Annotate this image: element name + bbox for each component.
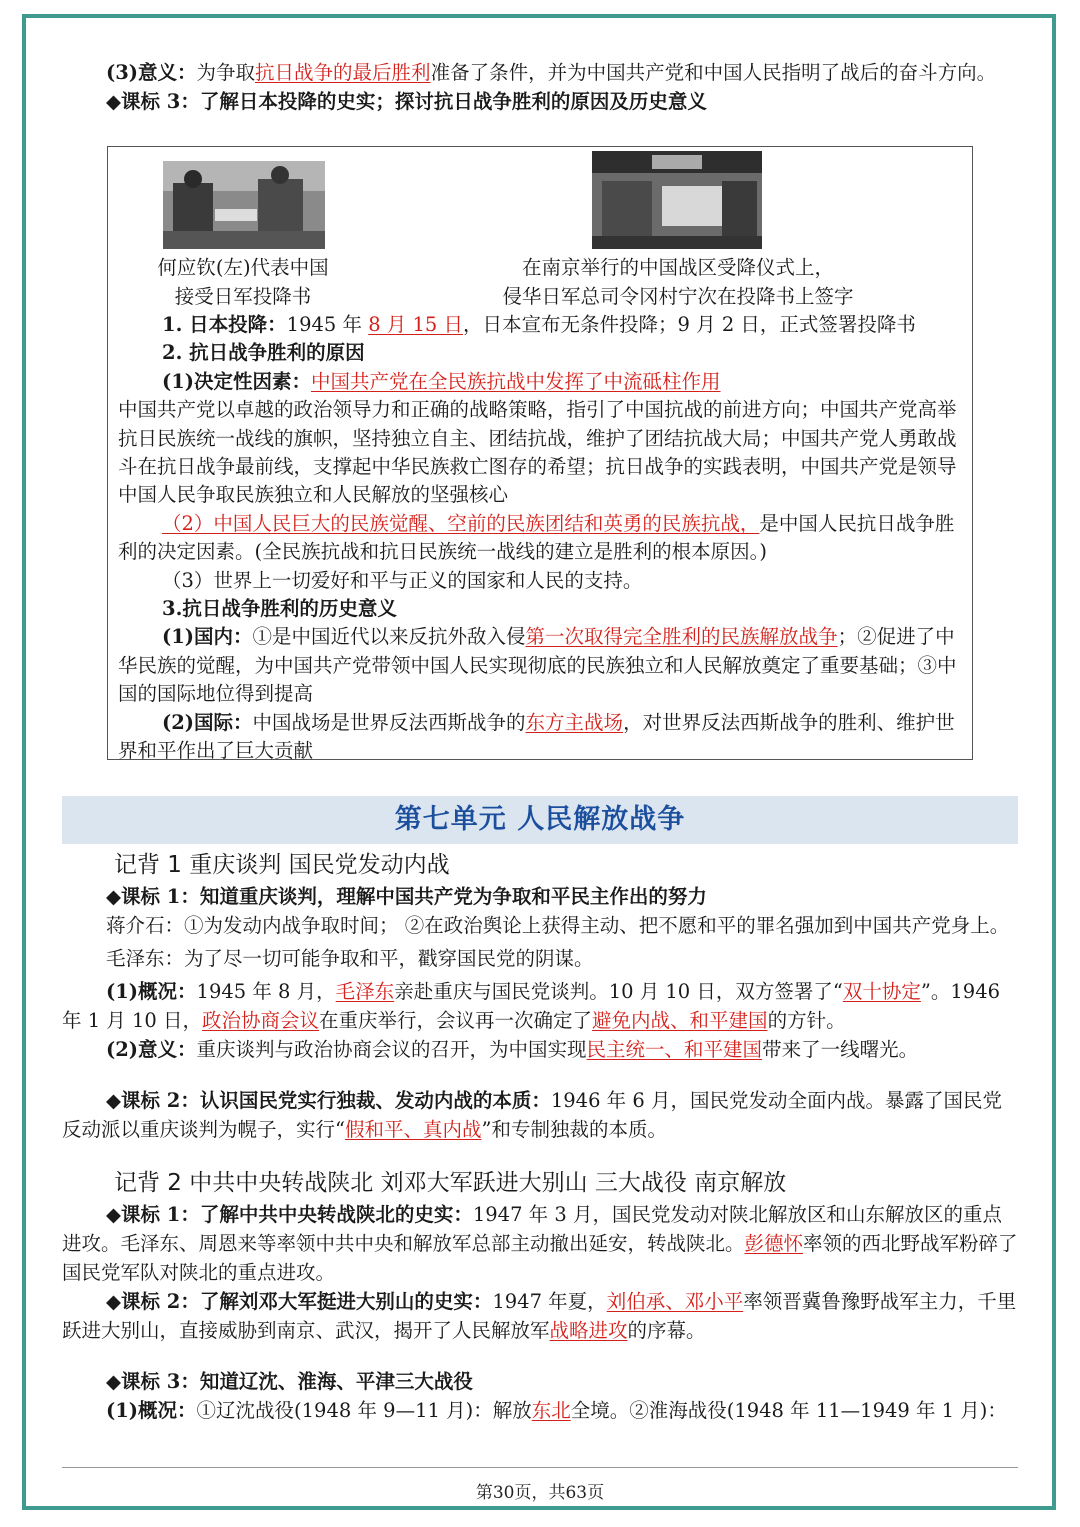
victory-reasons-title: 2. 抗日战争胜利的原因 — [162, 341, 365, 365]
reason-1: (1)决定性因素：中国共产党在全民族抗战中发挥了中流砥柱作用 — [162, 369, 721, 393]
page-number: 第30页，共63页 — [475, 1483, 605, 1503]
unit-title: 第七单元 人民解放战争 — [62, 796, 1018, 844]
footer-divider — [62, 1467, 1018, 1468]
chongqing-overview: (1)概况：1945 年 8 月，毛泽东亲赴重庆与国民党谈判。10 月 10 日，双方签署了“双十协定”。1946 年 1 月 10 日，政治协商会议在重庆举行，会议再一次确定了避免内战、和平建国的方针。 — [62, 980, 1001, 1032]
caption-left: 何应钦(左)代表中国 接受日军投降书 — [157, 256, 329, 308]
three-campaigns-overview: (1)概况：①辽沈战役(1948 年 9—11 月)：解放东北全境。②淮海战役(1948 年 11—1949 年 1 月)： — [106, 1399, 1007, 1422]
mao-paragraph: 毛泽东：为了尽一切可能争取和平，戳穿国民党的阴谋。 — [106, 947, 594, 970]
meaning-paragraph: (3)意义：为争取抗日战争的最后胜利准备了条件，并为中国共产党和中国人民指明了战后的奋斗方向。 — [106, 61, 997, 84]
significance-international: (2)国际：中国战场是世界反法西斯战争的东方主战场，对世界反法西斯战争的胜利、维护世界和平作出了巨大贡献 — [118, 710, 955, 763]
memo-1-kebiao-1: ◆课标 1：知道重庆谈判，理解中国共产党为争取和平民主作出的努力 — [106, 885, 707, 908]
memo-section — [62, 848, 1020, 1425]
memo-2-title: 记背 2 中共中央转战陕北 刘邓大军跃进大别山 三大战役 南京解放 — [114, 1170, 787, 1196]
kebiao-3-heading: ◆课标 3：了解日本投降的史实；探讨抗日战争胜利的原因及历史意义 — [106, 90, 707, 113]
chongqing-significance: (2)意义：重庆谈判与政治协商会议的召开，为中国实现民主统一、和平建国带来了一线曙光。 — [106, 1038, 919, 1061]
top-section — [62, 58, 1020, 116]
surrender-photo-left — [163, 161, 325, 249]
significance-domestic: (1)国内：①是中国近代以来反抗外敌入侵第一次取得完全胜利的民族解放战争；②促进了中华民族的觉醒，为中国共产党带领中国人民实现彻底的民族独立和人民解放奠定了重要基础；③中国的国际地位得到提高 — [118, 625, 957, 706]
japan-surrender: 1. 日本投降：1945 年 8 月 15 日，日本宣布无条件投降；9 月 2 日，正式签署投降书 — [162, 313, 916, 336]
caption-right: 在南京举行的中国战区受降仪式上， 侵华日军总司令冈村宁次在投降书上签字 — [502, 256, 854, 308]
memo-1-title: 记背 1 重庆谈判 国民党发动内战 — [114, 852, 450, 878]
memo-2-kebiao-3: ◆课标 3：知道辽沈、淮海、平津三大战役 — [106, 1370, 473, 1393]
surrender-box — [107, 146, 973, 763]
box-text — [118, 311, 964, 766]
reason-3: （3）世界上一切爱好和平与正义的国家和人民的支持。 — [162, 568, 643, 592]
surrender-photo-right — [592, 151, 762, 249]
jiang-paragraph: 蒋介石：①为发动内战争取时间； ②在政治舆论上获得主动、把不愿和平的罪名强加到中国共产党身上。 — [106, 914, 1010, 937]
memo-1-kebiao-2: ◆课标 2：认识国民党实行独裁、发动内战的本质：1946 年 6 月，国民党发动全面内战。暴露了国民党反动派以重庆谈判为幌子，实行“假和平、真内战”和专制独裁的本质。 — [62, 1089, 1002, 1141]
memo-2-kebiao-1: ◆课标 1：了解中共中央转战陕北的史实：1947 年 3 月，国民党发动对陕北解放区和山东解放区的重点进攻。毛泽东、周恩来等率领中共中央和解放军总部主动撤出延安，转战陕北。彭德怀率领的西北野战军粉碎了国民党军队对陕北的重点进攻。 — [62, 1203, 1018, 1284]
significance-title: 3.抗日战争胜利的历史意义 — [162, 597, 397, 621]
reason-1-paragraph: 中国共产党以卓越的政治领导力和正确的战略策略，指引了中国抗战的前进方向；中国共产党高举抗日民族统一战线的旗帜，坚持独立自主、团结抗战，维护了团结抗战大局；中国共产党人勇敢战斗在抗日战争最前线，支撑起中华民族救亡图存的希望；抗日战争的实践表明，中国共产党是领导中国人民争取民族独立和人民解放的坚强核心 — [118, 398, 957, 507]
memo-2-kebiao-2: ◆课标 2：了解刘邓大军挺进大别山的史实：1947 年夏，刘伯承、邓小平率领晋冀鲁豫野战军主力，千里跃进大别山，直接威胁到南京、武汉，揭开了人民解放军战略进攻的序幕。 — [62, 1290, 1017, 1342]
reason-2: （2）中国人民巨大的民族觉醒、空前的民族团结和英勇的民族抗战，是中国人民抗日战争胜利的决定因素。(全民族抗战和抗日民族统一战线的建立是胜利的根本原因。) — [118, 511, 955, 564]
